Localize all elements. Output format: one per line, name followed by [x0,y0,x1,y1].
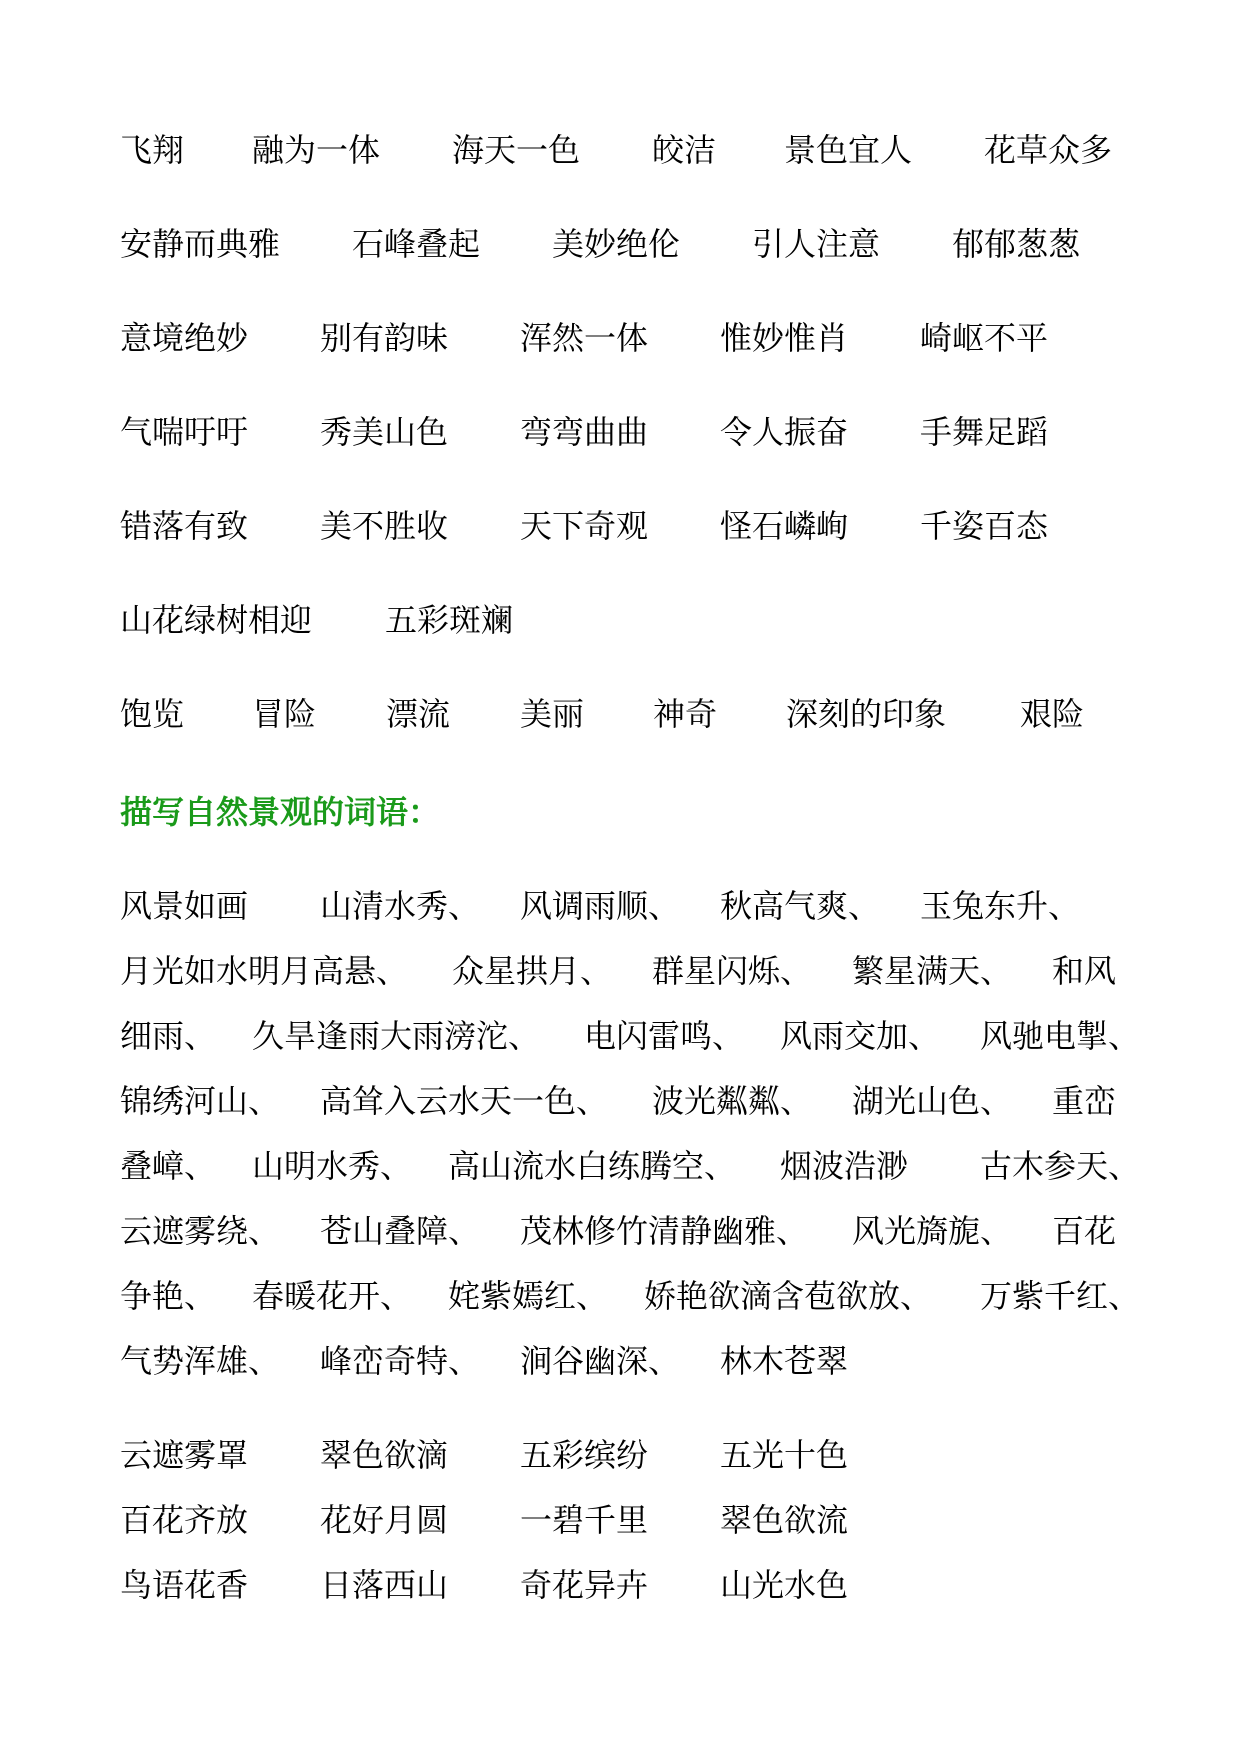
word-item: 安静而典雅 [120,225,281,263]
word-item: 久旱逢雨大雨滂沱、 [252,1017,541,1055]
word-item: 苍山叠障、 [320,1212,481,1250]
word-item: 一碧千里 [520,1501,649,1539]
word-item: 山光水色 [720,1566,849,1604]
word-item: 锦绣河山、 [120,1082,281,1120]
word-item: 高山流水白练腾空、 [448,1147,737,1185]
section1-line [120,692,1140,736]
word-item: 海天一色 [452,131,581,169]
word-item: 石峰叠起 [352,225,481,263]
word-item: 风调雨顺、 [520,887,681,925]
word-item: 漂流 [386,695,451,733]
word-item: 错落有致 [120,507,249,545]
word-item: 引人注意 [752,225,881,263]
word-item: 美丽 [520,695,585,733]
section3-line [120,1498,1140,1542]
section3-line [120,1563,1140,1607]
word-item: 云遮雾罩 [120,1436,249,1474]
word-item: 山清水秀、 [320,887,481,925]
word-item: 奇花异卉 [520,1566,649,1604]
word-item: 春暖花开、 [252,1277,413,1315]
word-item: 叠嶂、 [120,1147,217,1185]
word-item: 百花齐放 [120,1501,249,1539]
word-item: 众星拱月、 [452,952,613,990]
word-item: 飞翔 [120,131,185,169]
word-item: 玉兔东升、 [920,887,1081,925]
word-item: 艰险 [1020,695,1085,733]
section1-line [120,316,1140,360]
word-item: 高耸入云水天一色、 [320,1082,609,1120]
word-item: 涧谷幽深、 [520,1342,681,1380]
word-item: 风雨交加、 [780,1017,941,1055]
word-item: 秀美山色 [320,413,449,451]
word-item: 秋高气爽、 [720,887,881,925]
word-item: 姹紫嫣红、 [448,1277,609,1315]
word-item: 翠色欲流 [720,1501,849,1539]
section-heading: 描写自然景观的词语： [120,793,441,831]
word-item: 怪石嶙峋 [720,507,849,545]
word-item: 郁郁葱葱 [952,225,1081,263]
word-item: 美不胜收 [320,507,449,545]
word-item: 饱览 [120,695,185,733]
section2-line [120,1014,1140,1058]
word-item: 争艳、 [120,1277,217,1315]
word-item: 波光粼粼、 [652,1082,813,1120]
section2-line [120,1339,1140,1383]
word-item: 浑然一体 [520,319,649,357]
word-item: 林木苍翠 [720,1342,849,1380]
section3-line [120,1433,1140,1477]
word-item: 气势浑雄、 [120,1342,281,1380]
section2-line [120,884,1140,928]
word-item: 意境绝妙 [120,319,249,357]
word-item: 翠色欲滴 [320,1436,449,1474]
word-item: 崎岖不平 [920,319,1049,357]
section2-line [120,1274,1140,1318]
word-item: 花好月圆 [320,1501,449,1539]
word-item: 山明水秀、 [252,1147,413,1185]
section1-line [120,410,1140,454]
word-item: 风光旖旎、 [852,1212,1013,1250]
section1-line [120,222,1140,266]
section2-line [120,1079,1140,1123]
word-item: 美妙绝伦 [552,225,681,263]
word-item: 日落西山 [320,1566,449,1604]
word-item: 神奇 [653,695,718,733]
word-item: 古木参天、 [980,1147,1141,1185]
section2-line [120,949,1140,993]
word-item: 细雨、 [120,1017,217,1055]
word-item: 烟波浩渺 [780,1147,909,1185]
section2-line [120,1209,1140,1253]
word-item: 风驰电掣、 [980,1017,1141,1055]
word-item: 弯弯曲曲 [520,413,649,451]
word-item: 景色宜人 [784,131,913,169]
word-item: 电闪雷鸣、 [584,1017,745,1055]
word-item: 娇艳欲滴含苞欲放、 [644,1277,933,1315]
word-item: 冒险 [252,695,317,733]
word-item: 和风 [1052,952,1117,990]
word-item: 花草众多 [984,131,1113,169]
section2-line [120,1144,1140,1188]
section1-line [120,598,1140,642]
word-item: 繁星满天、 [852,952,1013,990]
word-item: 深刻的印象 [786,695,947,733]
word-item: 五光十色 [720,1436,849,1474]
word-item: 手舞足蹈 [920,413,1049,451]
word-item: 气喘吁吁 [120,413,249,451]
word-item: 千姿百态 [920,507,1049,545]
word-item: 万紫千红、 [980,1277,1141,1315]
word-item: 五彩斑斓 [385,601,514,639]
word-item: 茂林修竹清静幽雅、 [520,1212,809,1250]
word-item: 天下奇观 [520,507,649,545]
section1-line [120,128,1140,172]
word-item: 群星闪烁、 [652,952,813,990]
word-item: 别有韵味 [320,319,449,357]
word-item: 重峦 [1052,1082,1117,1120]
word-item: 湖光山色、 [852,1082,1013,1120]
word-item: 山花绿树相迎 [120,601,313,639]
word-item: 百花 [1052,1212,1117,1250]
word-item: 月光如水明月高悬、 [120,952,409,990]
word-item: 风景如画 [120,887,249,925]
word-item: 惟妙惟肖 [720,319,849,357]
word-item: 皎洁 [652,131,717,169]
word-item: 融为一体 [252,131,381,169]
word-item: 峰峦奇特、 [320,1342,481,1380]
word-item: 令人振奋 [720,413,849,451]
word-item: 五彩缤纷 [520,1436,649,1474]
word-item: 云遮雾绕、 [120,1212,281,1250]
section1-line [120,504,1140,548]
word-item: 鸟语花香 [120,1566,249,1604]
